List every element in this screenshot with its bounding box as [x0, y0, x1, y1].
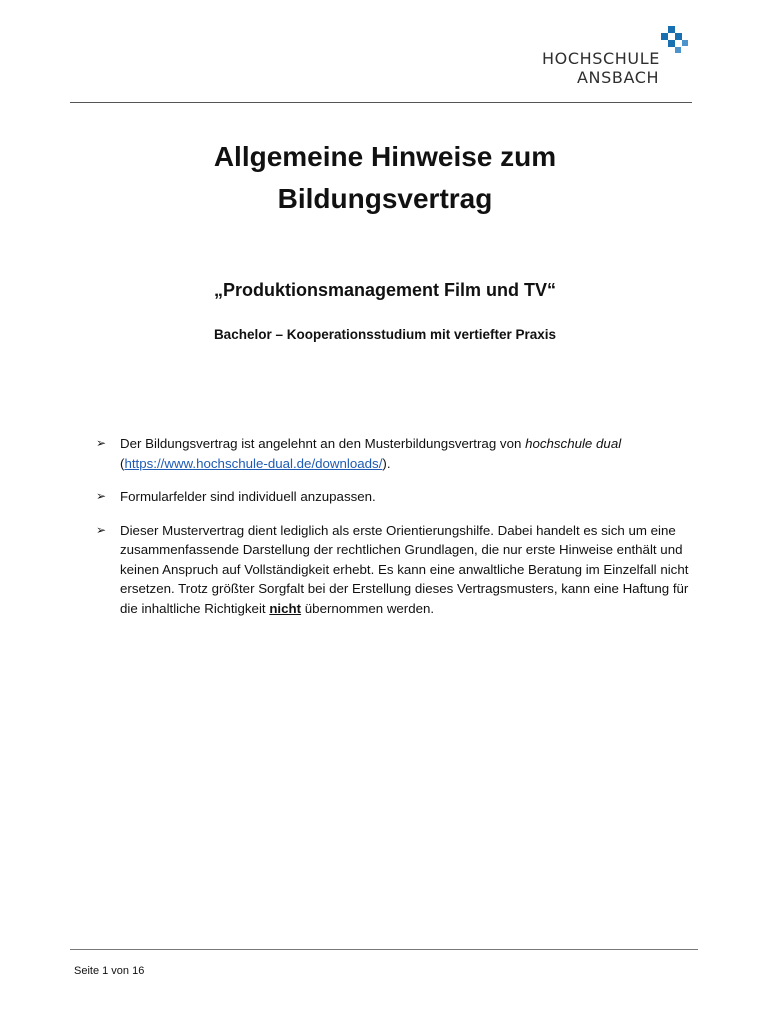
- arrowhead-bullet-icon: ➢: [96, 436, 107, 450]
- downloads-link[interactable]: https://www.hochschule-dual.de/downloads/: [124, 455, 383, 471]
- bullet-text: Der Bildungsvertrag ist angelehnt an den Musterbildungsvertrag von: [120, 436, 526, 451]
- arrowhead-bullet-icon: ➢: [96, 489, 107, 503]
- list-item: [96, 521, 696, 619]
- program-subtitle: „Produktionsmanagement Film und TV“: [213, 280, 557, 300]
- hochschule-dual-emphasis: hochschule dual: [525, 436, 622, 451]
- bullet-text: Dieser Mustervertrag dient lediglich als erste Orientierungshilfe. Dabei handelt es sich um eine zusammenfassende Darstellung der rechtlichen Grundlagen, die nur erste Hinweise enthält und keinen Anspruch auf Vollständigkeit erhebt. Es kann eine anwaltliche Beratung im Einzelfall nicht ersetzen. Trotz größter Sorgfalt bei der Erstellung dieses Vertragsmusters, kann eine Haftung für die inhaltliche Richtigkeit: [120, 522, 689, 616]
- paren-open: (: [120, 455, 125, 471]
- header-divider: [70, 102, 692, 103]
- notes-list: [96, 434, 696, 632]
- page-title: [100, 136, 670, 220]
- footer-divider: [70, 949, 698, 950]
- page-number: Seite 1 von 16: [74, 965, 145, 977]
- nicht-emphasis: nicht: [269, 600, 302, 616]
- logo-text-line2: ANSBACH: [577, 68, 660, 87]
- page-title-line2: Bildungsvertrag: [277, 183, 493, 214]
- bullet-tail: übernommen werden.: [301, 600, 435, 616]
- page-title-line1: Allgemeine Hinweise zum: [213, 141, 557, 172]
- logo-text-line1: HOCHSCHULE: [542, 49, 660, 68]
- degree-line: Bachelor – Kooperationsstudium mit vertiefter Praxis: [213, 327, 557, 342]
- list-item: [96, 434, 696, 473]
- list-item: [96, 487, 696, 507]
- hochschule-ansbach-logo: [540, 26, 690, 90]
- logo-squares-icon: [658, 26, 688, 56]
- bullet-text: Formularfelder sind individuell anzupassen.: [120, 489, 376, 504]
- paren-close: ).: [382, 455, 391, 471]
- arrowhead-bullet-icon: ➢: [96, 522, 107, 537]
